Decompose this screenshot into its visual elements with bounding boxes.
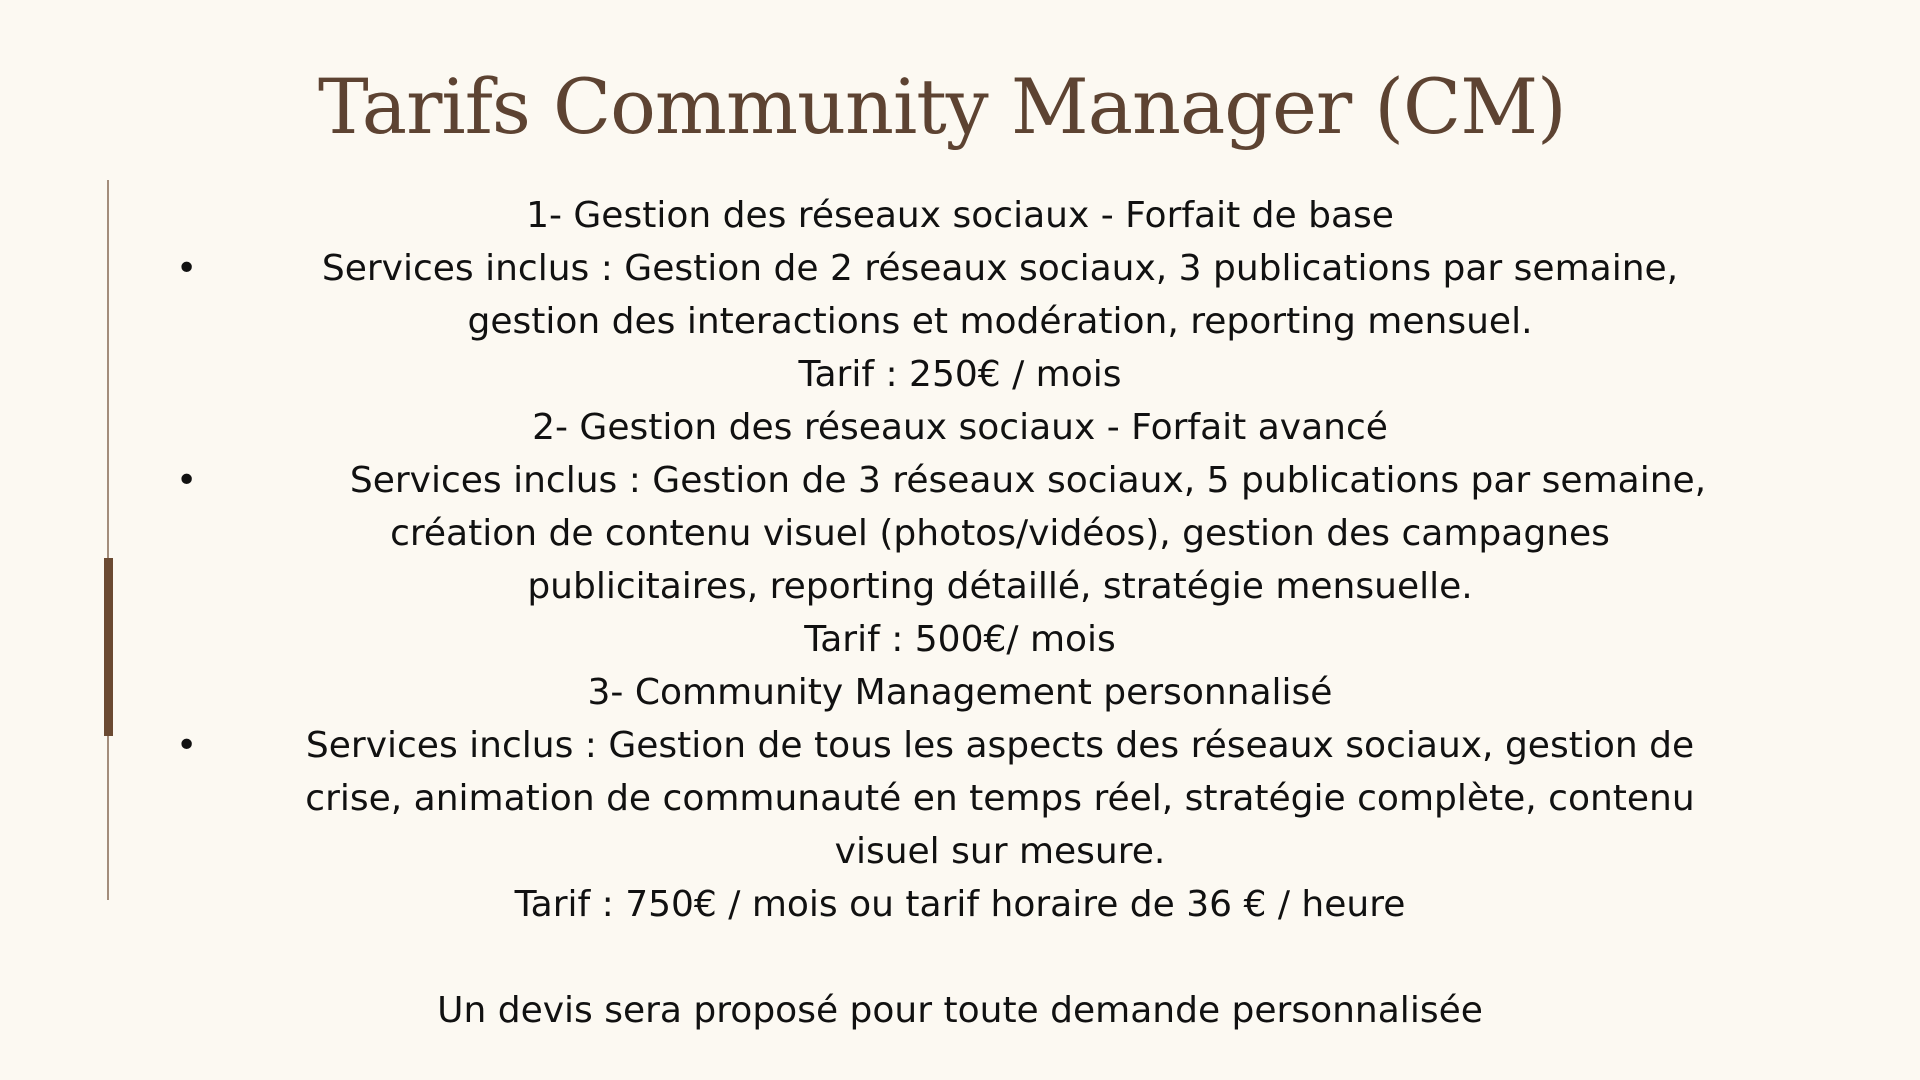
plan-2-price: Tarif : 500€/ mois xyxy=(804,619,1116,660)
plan-1-services-line-1: Services inclus : Gestion de 2 réseaux sociaux, 3 publications par semaine, xyxy=(321,248,1679,289)
plan-3-price: Tarif : 750€ / mois ou tarif horaire de 36 € / heure xyxy=(514,884,1406,925)
plan-3-bullet: • xyxy=(176,725,198,766)
plan-3-services-line-1: Services inclus : Gestion de tous les aspects des réseaux sociaux, gestion de xyxy=(305,725,1695,766)
plan-1-bullet: • xyxy=(176,248,198,289)
plan-2-services-line-1: Services inclus : Gestion de 3 réseaux sociaux, 5 publications par semaine, xyxy=(349,460,1707,501)
footer-note: Un devis sera proposé pour toute demande personnalisée xyxy=(437,990,1483,1031)
plan-1-heading: 1- Gestion des réseaux sociaux - Forfait de base xyxy=(526,195,1394,236)
page-title: Tarifs Community Manager (CM) xyxy=(318,62,1566,151)
plan-2-services-line-3: publicitaires, reporting détaillé, stratégie mensuelle. xyxy=(527,566,1473,607)
plan-3-services-line-2: crise, animation de communauté en temps réel, stratégie complète, contenu xyxy=(305,778,1695,819)
plan-3-heading: 3- Community Management personnalisé xyxy=(587,672,1333,713)
plan-1-price: Tarif : 250€ / mois xyxy=(798,354,1122,395)
plan-2-bullet: • xyxy=(176,460,198,501)
plan-3-services-line-3: visuel sur mesure. xyxy=(834,831,1166,872)
plan-2-services-line-2: création de contenu visuel (photos/vidéos), gestion des campagnes xyxy=(390,513,1610,554)
plan-1-services-line-2: gestion des interactions et modération, reporting mensuel. xyxy=(467,301,1533,342)
plan-2-heading: 2- Gestion des réseaux sociaux - Forfait avancé xyxy=(532,407,1388,448)
